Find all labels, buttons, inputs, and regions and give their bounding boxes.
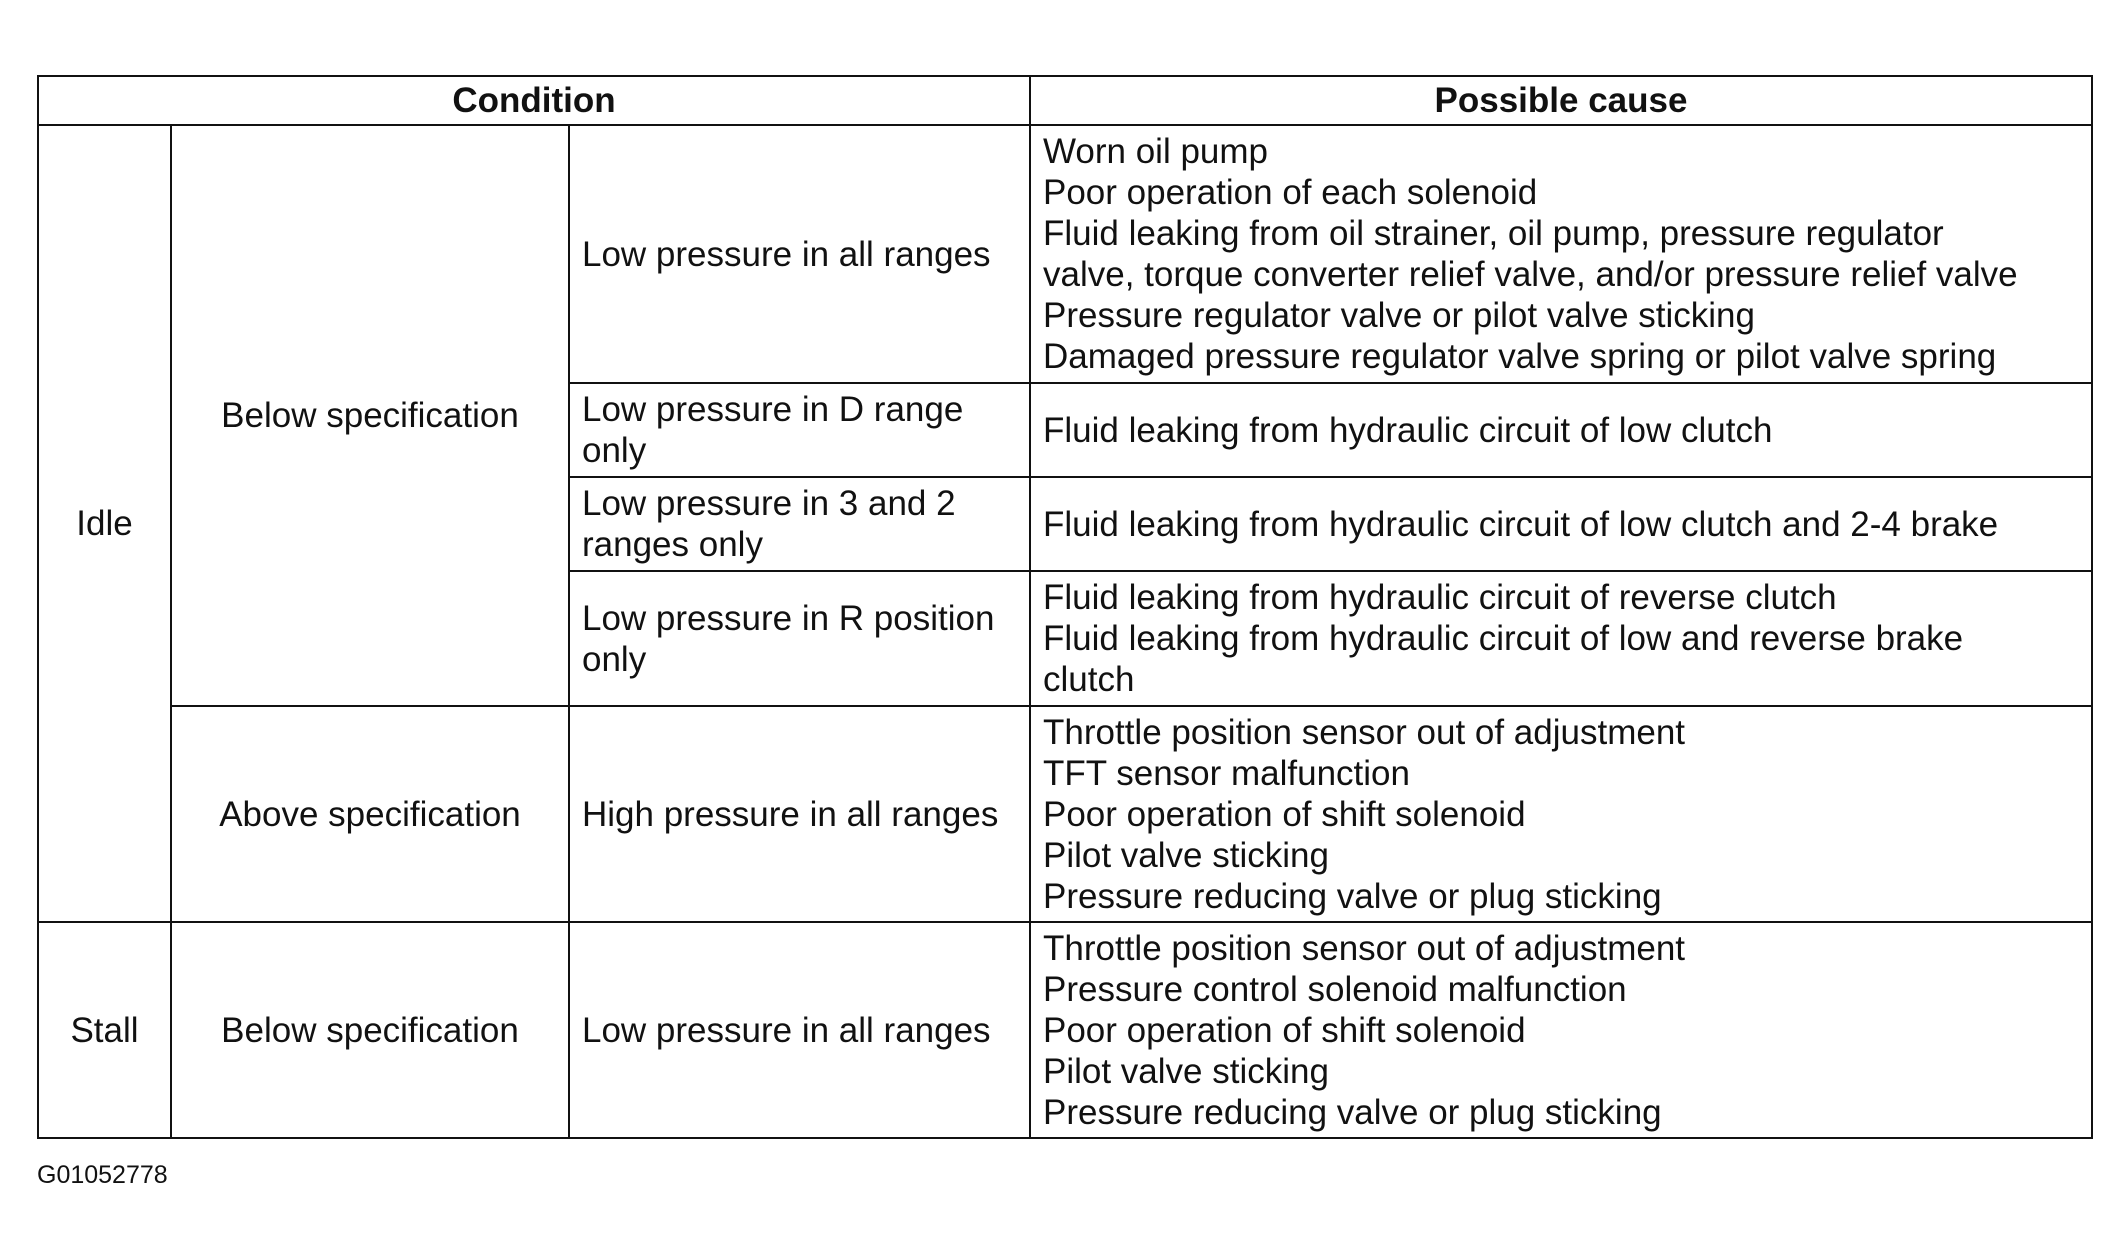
table-row: [38, 706, 2092, 922]
condition-above-specification: Above specification: [171, 706, 569, 922]
cause-line: Worn oil pump: [1043, 132, 1269, 171]
table-row: [38, 125, 2092, 383]
condition-stall-below-specification: Below specification: [171, 922, 569, 1138]
symptom-low-3-2-ranges: [569, 477, 1030, 571]
symptom-text: only: [582, 639, 647, 679]
header-condition: Condition: [38, 76, 1030, 125]
symptom-low-d-range: [569, 383, 1030, 477]
cause-line: TFT sensor malfunction: [1043, 753, 1410, 793]
cause-line: Pressure control solenoid malfunction: [1043, 969, 1627, 1009]
symptom-low-r-position: [569, 571, 1030, 706]
cause-line: Pilot valve sticking: [1043, 835, 1329, 875]
symptom-high-all-ranges: [569, 706, 1030, 922]
cause-cell: [1030, 477, 2092, 571]
table-row: [38, 922, 2092, 1138]
header-row: [38, 76, 2092, 125]
symptom-text: Low pressure in all ranges: [582, 234, 991, 274]
symptom-text: Low pressure in D range: [582, 390, 964, 429]
cause-line: Fluid leaking from hydraulic circuit of reverse clutch: [1043, 578, 1837, 617]
condition-below-specification: Below specification: [171, 125, 569, 706]
cause-cell: [1030, 922, 2092, 1138]
symptom-text: Low pressure in R position: [582, 598, 995, 638]
cause-cell: [1030, 571, 2092, 706]
header-possible-cause: Possible cause: [1030, 76, 2092, 125]
cause-line: Pilot valve sticking: [1043, 1051, 1329, 1091]
symptom-low-all-ranges: [569, 125, 1030, 383]
cause-line: Fluid leaking from hydraulic circuit of low clutch and 2-4 brake: [1043, 504, 1999, 544]
cause-line: Poor operation of shift solenoid: [1043, 1010, 1526, 1050]
cause-line: Poor operation of shift solenoid: [1043, 794, 1526, 834]
symptom-stall-low-all-ranges: [569, 922, 1030, 1138]
symptom-text: High pressure in all ranges: [582, 794, 999, 834]
cause-line: clutch: [1043, 660, 1135, 699]
figure-id: G01052778: [37, 1161, 168, 1189]
cause-line: Fluid leaking from hydraulic circuit of low and reverse brake: [1043, 619, 1964, 658]
symptom-text: only: [582, 431, 647, 470]
cause-cell: [1030, 125, 2092, 383]
cause-cell: [1030, 706, 2092, 922]
diagnosis-table: [37, 75, 2093, 1139]
cause-line: valve, torque converter relief valve, and/or pressure relief valve: [1043, 255, 2018, 294]
cause-line: Throttle position sensor out of adjustment: [1043, 928, 1686, 968]
condition-stall: Stall: [38, 922, 171, 1138]
cause-line: Pressure reducing valve or plug sticking: [1043, 876, 1662, 916]
cause-line: Pressure regulator valve or pilot valve sticking: [1043, 296, 1755, 335]
cause-line: Fluid leaking from oil strainer, oil pump, pressure regulator: [1043, 214, 1944, 253]
symptom-text: Low pressure in all ranges: [582, 1010, 991, 1050]
condition-idle: Idle: [38, 125, 171, 922]
cause-line: Poor operation of each solenoid: [1043, 173, 1538, 212]
cause-line: Pressure reducing valve or plug sticking: [1043, 1092, 1662, 1132]
cause-line: Throttle position sensor out of adjustment: [1043, 712, 1686, 752]
symptom-text: Low pressure in 3 and 2: [582, 484, 956, 523]
cause-line: Damaged pressure regulator valve spring or pilot valve spring: [1043, 337, 1997, 376]
cause-cell: [1030, 383, 2092, 477]
symptom-text: ranges only: [582, 525, 763, 564]
cause-line: Fluid leaking from hydraulic circuit of low clutch: [1043, 410, 1773, 450]
